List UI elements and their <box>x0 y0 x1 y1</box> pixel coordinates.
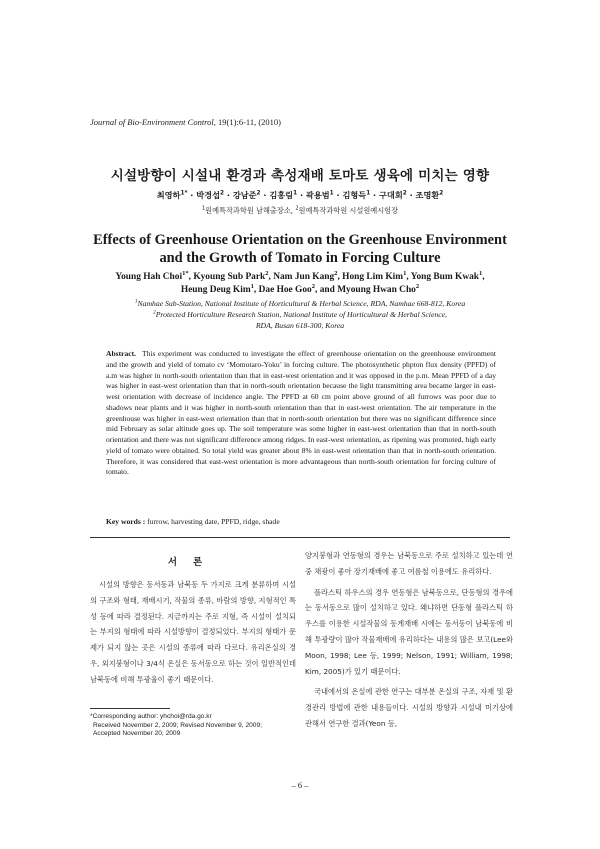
affiliation-en-1: $^1$Namhae Sub-Station, National Institute of Horticultural & Herbal Science, RDA, Namhae 668-812, Korea <box>134 298 466 308</box>
author-en-1: Young Hah Choi <box>115 272 183 282</box>
body-column-left <box>90 577 296 688</box>
author-ko-2: 박경섭 <box>196 190 220 200</box>
footnote <box>90 713 300 739</box>
title-english-line-1: Effects of Greenhouse Orientation on the Greenhouse Environment <box>93 232 507 248</box>
title-korean: 시설방향이 시설내 환경과 촉성재배 토마토 생육에 미치는 영향 <box>110 168 490 184</box>
author-en-6: Heung Deug Kim <box>180 285 251 295</box>
abstract <box>106 349 496 478</box>
title-english <box>0 232 600 267</box>
author-en-4: Hong Lim Kim <box>342 272 404 282</box>
keywords-label: Key words : <box>106 517 146 526</box>
journal-volume-pages: , 19(1):6-11, (2010) <box>213 117 281 127</box>
paragraph: 국내에서의 온실에 관한 연구는 대부분 온실의 구조, 자재 및 환경관리 방법에 관한 내용들이다. 시설의 방향과 시설내 미기상에 관해서 연구한 결과(Yeon 등, <box>305 687 513 728</box>
title-english-line-2: and the Growth of Tomato in Forcing Culture <box>159 249 441 266</box>
author-en-5: Yong Bum Kwak <box>410 272 479 282</box>
author-en-3: Nam Jun Kang <box>273 272 335 282</box>
received-date: Received November 2, 2009; Revised November 9, 2009; <box>93 721 262 729</box>
author-ko-8: 조명환 <box>415 190 440 200</box>
affiliation-en-2: $^2$Protected Horticulture Research Station, National Institute of Horticultural & Herbal Science, <box>153 309 447 319</box>
author-ko-4: 김홍림 <box>269 190 294 200</box>
paragraph: 플라스틱 하우스의 경우 연동형은 남북동으로, 단동형의 경우에는 동서동으로 많이 설치하고 있다. 왜냐하면 단동형 플라스틱 하우스를 이용한 시설작물의 동계재배 시에는 동서동이 남북동에 비해 투광량이 많아 작물재배에 유리하다는 내용의 많은 보고(Lee와 Moon, 1998; Lee 등, 1999; Nelson, 1991; William, 1998; Kim, 2005)가 있기 때문이다. <box>305 587 513 676</box>
footnote-divider <box>90 708 170 709</box>
author-en-8: Myoung Hwan Cho <box>337 285 416 295</box>
accepted-date: Accepted November 20, 2009 <box>93 730 181 738</box>
authors-english-line-2: Heung Deug Kim$^1$, Dae Hoe Goo$^2$, and Myoung Hwan Cho$^2$ <box>180 282 420 295</box>
body-column-right <box>305 548 513 732</box>
keywords <box>106 517 496 526</box>
author-ko-6: 김형득 <box>342 190 367 200</box>
paragraph: 양지붕형과 연동형의 경우는 남북동으로 주로 설치하고 있는데 연중 채광이 좋아 장기재배에 좋고 여름철 이용에도 유리하다. <box>305 551 513 576</box>
journal-name: Journal of Bio-Environment Control <box>90 117 214 127</box>
author-ko-3: 강남준 <box>232 190 257 200</box>
author-en-7: Dae Hoe Goo <box>258 285 312 295</box>
abstract-label: Abstract. <box>106 349 136 358</box>
author-en-2: Kyoung Sub Park <box>193 272 266 282</box>
corresponding-author: *Corresponding author: yhchoi@rda.go.kr <box>90 713 212 720</box>
page-number: – 6 – <box>291 780 309 790</box>
section-divider <box>90 537 510 538</box>
authors-english-line-1: Young Hah Choi$^{1*}$, Kyoung Sub Park$^2$, Nam Jun Kang$^2$, Hong Lim Kim$^1$, Yong Bum Kwak$^1$, <box>115 269 485 282</box>
keywords-text: furrow, harvesting date, PPFD, ridge, shade <box>145 517 280 526</box>
paragraph: 시설의 방향은 동서동과 남북동 두 가지로 크게 분류하며 시설의 구조와 형태, 재배시기, 작물의 종류, 바람의 방향, 지형적인 특성 등에 따라 결정된다. 지금까지는 주로 지형, 즉 시설이 설치되는 부지의 형태에 따라 시설방향이 결정되었다. 부지의 형태가 문제가 되지 않는 곳은 시설의 종류에 따라 다르다. 유리온실의 경우, 외지붕형이나 3/4식 온실은 동서동으로 하는 것이 일반적인데 남북동에 비해 투광율이 좋기 때문이다. <box>90 580 296 684</box>
authors-korean: 최영하$^{1*}$ · 박경섭$^2$ · 강남준$^2$ · 김홍림$^1$ · 곽용범$^1$ · 김형득$^1$ · 구대회$^2$ · 조명환$^2$ <box>156 190 444 200</box>
author-ko-7: 구대회 <box>379 190 403 200</box>
affiliation-en-2-cont: RDA, Busan 618-300, Korea <box>255 321 345 330</box>
authors-english <box>0 271 600 297</box>
journal-citation <box>90 117 281 127</box>
affiliations-english <box>0 298 600 331</box>
abstract-text: This experiment was conducted to investigate the effect of greenhouse orientation on the greenhouse environment and the growth and yield of tomato cv ‘Momotaro-Yoku’ in forcing culture. The photosynthetic phpton flux density (PPFD) of a.m was higher in north-south orientation than that in east-west orientation and it was opposed in the p.m. Mean PPFD of a day was higher in east-west orientation than that in north-south orientation because the light transmitting area became larger in east-west orientation with decrease of incidence angle. The PPFD at 60 cm point above ground of all furrows was poor due to shadows near plants and it was higher in north-south orientation than that in east-west orientation. The air temperature in the greenhouse was higher in east-west orientation than that in north-south orientation but there was no significant difference since mid February as solar altitude goes up. The soil temperature was some higher in east-west orientation than that in north-south orientation and there was not significant difference among ridges. In east-west orientation, as ripening was promoted, high early yield of tomato were obtained. So total yield was greater about 8% in east-west orientation than that in north-south orientation. Therefore, it was considered that east-west orientation is more advantageous than north-south orientation for forcing culture of tomato. <box>106 349 496 477</box>
author-ko-5: 곽용범 <box>305 190 330 200</box>
affiliations-korean: $^1$원예특작과학원 남해출장소, $^2$원예특작과학원 시설원예시험장 <box>201 205 399 215</box>
author-ko-1: 최영하 <box>156 190 181 200</box>
section-heading-introduction: 서론 <box>167 557 219 568</box>
